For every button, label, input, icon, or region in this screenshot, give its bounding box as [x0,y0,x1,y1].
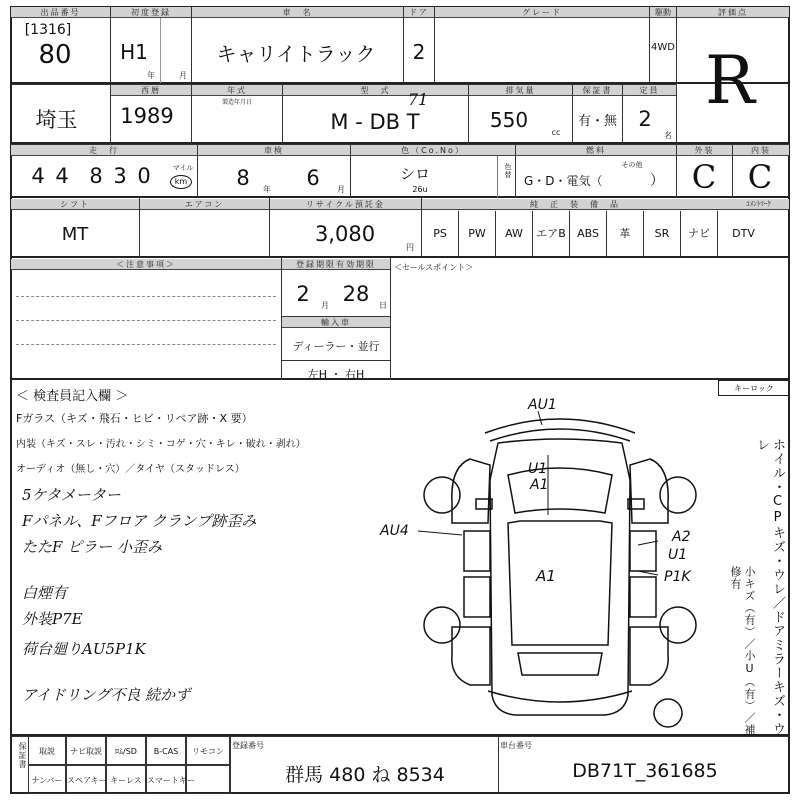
recycle-header: リサイクル預託金 [270,199,421,210]
front-bumper-line [485,419,635,433]
mark-right-1: A2 [672,529,691,545]
year-note: 製造年月日 [221,99,252,106]
reg-no-header: 登録番号 [232,741,264,750]
handwritten-note: 荷台廻りAU5P1K [22,640,146,658]
inspector-line-audio: オーディオ（無し・穴）／タイヤ（スタッドレス） [16,464,245,475]
expiry-day-unit: 日 [379,301,387,310]
vehicle-diagram [380,395,710,735]
color-name: シロ [399,165,430,183]
shift-value: MT [61,224,89,245]
score-value: R [705,42,755,119]
mileage-unit-km: km [174,177,188,186]
chassis-number: DB71T_361685 [572,760,718,782]
mileage-digit: 4 [31,164,45,188]
equipment-item: 革 [607,211,644,257]
mileage-digit: 0 [137,164,151,188]
expiry-header: 登録期限有効期限 [282,259,390,270]
handwritten-note: 5ケタメーター [22,486,121,504]
aircon-header: エアコン [140,199,269,210]
score-header: 評価点 [677,7,789,18]
handwritten-note: たたF ピラー 小歪み [22,538,162,556]
warranty-check-label: 保証書 [18,742,27,769]
side-note-wheel: ホイル・CPキズ・ウレ／ドアミラーキズ・ウレ [754,438,785,736]
rear-window-shape [518,653,602,675]
fuel-options: G・D・電気（ [524,174,603,188]
warranty-value: 有・無 [577,114,617,129]
capacity-header: 定員 [623,85,676,96]
color-code: 26u [412,185,428,194]
year-header: 西暦 [111,85,191,96]
recycle-fee: 3,080 [314,222,376,246]
equipment-item: DTV [732,227,755,240]
import-header: 輸入車 [282,317,390,328]
prefecture: 埼玉 [35,108,78,132]
first-reg-year-unit: 年 [147,71,155,80]
expiry-month-unit: 月 [321,301,329,310]
model-header: 型 式 [283,85,468,96]
mark-left: AU4 [380,523,409,539]
displacement-unit: cc [551,128,561,137]
doors-header: ドア [404,7,434,18]
sales-point-header: ＜セールスポイント＞ [394,263,474,272]
equipment-header: 純 正 装 備 品 [422,199,728,210]
left-door-front [464,531,490,571]
mark-right-2: U1 [668,547,688,563]
equipment-list [422,211,789,257]
mileage-digit: 3 [113,164,127,188]
inspection-year: 8 [236,166,250,190]
warranty-header: 保証書 [573,85,622,96]
handwritten-note: アイドリング不良 続かず [22,686,191,704]
equipment-item: ABS [570,211,607,257]
equipment-item: SR [644,211,681,257]
drive-header: 駆動 [650,7,676,18]
inspection-month-unit: 月 [337,185,345,194]
displacement-value: 550 [489,108,529,132]
accessory-cell: ナビ取説 [66,736,106,765]
equipment-item: PS [422,211,459,257]
accessory-cell: リモコン [186,736,230,765]
mark-top: AU1 [528,397,557,413]
inspector-header: ＜ 検査員記入欄 ＞ [16,389,129,404]
model-year-header: 年式 [192,85,282,96]
right-door-rear [630,577,656,617]
import-type: ディーラー・並行 [292,340,380,353]
body-outline [490,439,630,715]
first-reg-era: H1 [120,40,148,64]
accessory-cell: 取説 [28,736,66,765]
mileage-header: 走 行 [11,145,197,156]
registration-number: 群馬 480 ね 8534 [285,764,445,786]
car-name-header: 車 名 [192,7,403,18]
inspection-year-unit: 年 [263,185,271,194]
left-rear-fender [452,627,490,685]
notes-header: ＜注意事項＞ [11,259,281,270]
accessory-grid [28,736,230,794]
displacement-header: 排気量 [469,85,572,96]
mark-center: A1 [536,567,556,585]
equipment-item: PW [459,211,496,257]
equipment-item: エアB [533,211,570,257]
left-door-rear [464,577,490,617]
accessory-cell: ﾛﾑ/SD [106,736,146,765]
mark-right-3: P1K [664,569,691,585]
first-reg-month-unit: 月 [179,71,187,80]
fuel-close: ） [650,173,664,189]
inspector-line-glass: Fガラス（キズ・飛石・ヒビ・リペア跡・X 要） [16,412,253,425]
left-front-fender [452,459,490,523]
doors-value: 2 [412,40,426,64]
accessory-cell: スマートキー [146,765,186,794]
right-rear-fender [630,627,668,685]
inspection-month: 6 [306,166,320,190]
interior-header: 内装 [733,145,789,156]
key-lock-label: キーロック [734,384,774,393]
first-reg-header: 初度登録 [111,7,191,18]
inspection-header: 車検 [198,145,350,156]
mark-u1: U1 [528,461,548,477]
year-value: 1989 [120,104,174,128]
accessory-cell: スペアキー [66,765,106,794]
mark-a1-top: A1 [530,477,549,493]
equipment-note-header: ｺﾒﾝﾄﾏｰｸ [728,199,789,210]
windshield-shape [508,468,612,513]
recycle-unit: 円 [406,243,414,252]
handwritten-note: 外装P7E [22,610,83,628]
model-annotation: 71 [407,90,429,109]
drive-value: 4WD [651,42,675,53]
car-name: キャリイトラック [216,42,376,66]
mileage-odometer [26,164,171,190]
color-change-label: 色替 [504,163,512,179]
lot-code: [1316] [24,22,72,38]
fuel-header: 燃料 [516,145,676,156]
grade-header: グレード [435,7,649,18]
right-door-front [630,531,656,571]
handwritten-notes [16,476,276,726]
handwritten-note: Fパネル、Fフロア クランプ跡歪み [22,512,257,530]
capacity-unit: 名 [664,131,672,140]
lot-header: 出品番号 [11,7,110,18]
wheel-rear-left [424,607,460,643]
chassis-no-header: 車台番号 [500,741,532,750]
wheel-rear-right [660,607,696,643]
expiry-month: 2 [296,282,310,306]
exterior-score: C [691,158,717,196]
handwritten-note: 白煙有 [22,584,68,602]
accessory-cell [186,765,230,794]
cabin-shape [508,521,612,645]
color-header: 色（Co.No） [351,145,515,156]
accessory-cell: ナンバー [28,765,66,794]
fuel-other: その他 [621,161,643,169]
right-front-fender [630,459,668,523]
wheel-front-right [660,477,696,513]
expiry-day: 28 [342,282,370,306]
lot-number: 80 [38,40,72,70]
mileage-digit: 8 [89,164,103,188]
notes-frame [10,258,790,380]
wheel-front-left [424,477,460,513]
model-value: M - DB T [330,110,420,134]
equipment-item: ナビ [681,211,718,257]
capacity-value: 2 [638,107,652,131]
accessory-cell: キーレス [106,765,146,794]
equipment-item: AW [496,211,533,257]
mileage-digit: 4 [55,164,69,188]
exterior-header: 外装 [677,145,732,156]
shift-header: シフト [11,199,139,210]
spare-wheel [654,699,682,727]
accessory-cell: B-CAS [146,736,186,765]
mileage-unit-mile: マイル [172,164,194,172]
side-note-scratches: 小キズ（有）／小U（有）／補修有 [729,566,756,736]
inspector-line-interior: 内装（キズ・スレ・汚れ・シミ・コゲ・穴・キレ・破れ・剥れ） [16,439,306,450]
rear-bumper-line [488,691,632,702]
steering-side: 左H ・ 右H [307,368,365,381]
interior-score: C [747,158,773,196]
